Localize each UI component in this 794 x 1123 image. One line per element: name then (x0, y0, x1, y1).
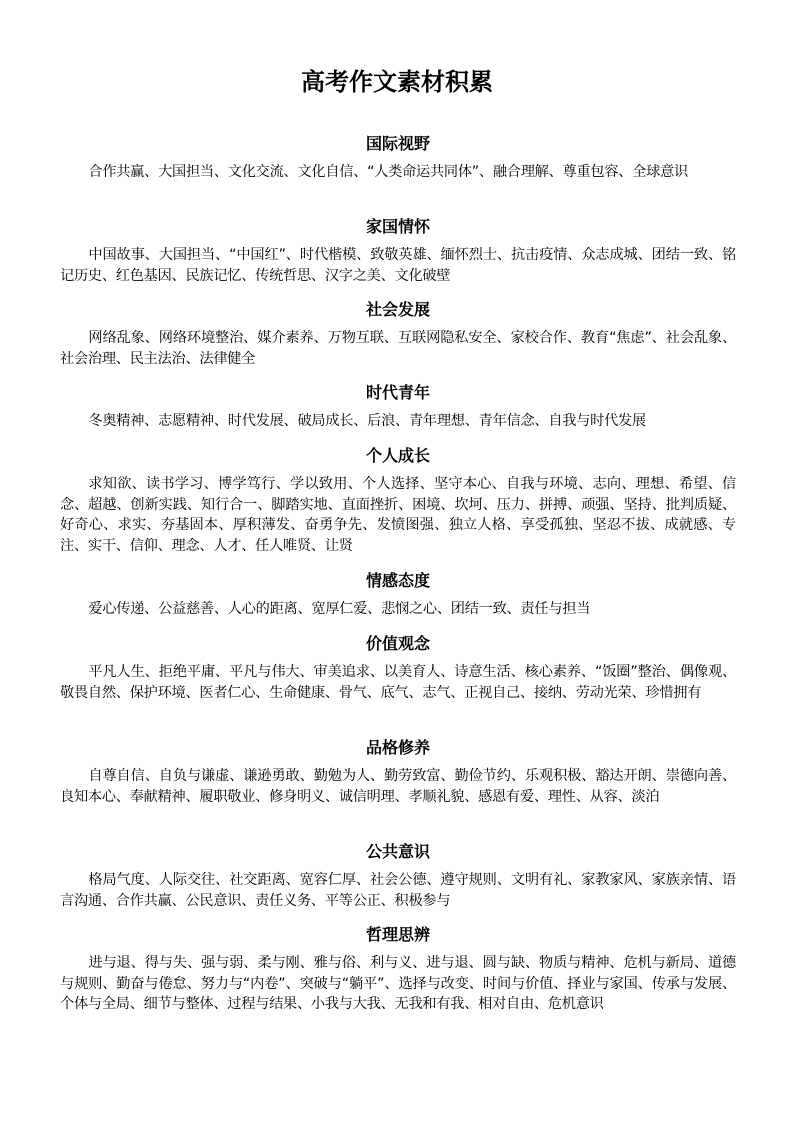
section-social-development (60, 297, 736, 369)
section-emotional-attitude (60, 568, 736, 620)
section-text: 合作共赢、大国担当、文化交流、文化自信、“人类命运共同体”、融合理解、尊重包容、全球意识 (88, 164, 688, 180)
section-heading: 哲理思辨 (365, 925, 430, 944)
section-heading: 时代青年 (365, 383, 430, 402)
section-heading: 公共意识 (365, 842, 430, 861)
section-text: 中国故事、大国担当、“中国红”、时代楷模、致敬英雄、缅怀烈士、抗击疫情、众志成城、团结一致、铭记历史、红色基因、民族记忆、传统哲思、汉字之美、文化破壁 (60, 247, 736, 284)
section-philosophical-thinking (60, 922, 736, 1015)
section-text: 自尊自信、自负与谦虚、谦逊勇敢、勤勉为人、勤劳致富、勤俭节约、乐观积极、豁达开朗、崇德向善、良知本心、奉献精神、履职敬业、修身明义、诚信明理、孝顺礼貌、感恩有爱、理性、从容、淡泊 (60, 768, 736, 805)
document-title: 高考作文素材积累 (301, 67, 493, 96)
section-heading: 国际视野 (365, 134, 430, 153)
section-patriotism (60, 214, 736, 286)
section-values (60, 631, 736, 703)
section-heading: 价值观念 (365, 634, 430, 653)
section-text: 爱心传递、公益慈善、人心的距离、宽厚仁爱、悲悯之心、团结一致、责任与担当 (88, 601, 591, 617)
section-heading: 家国情怀 (365, 217, 430, 236)
section-text: 网络乱象、网络环境整治、媒介素养、万物互联、互联网隐私安全、家校合作、教育“焦虑”、社会乱象、社会治理、民主法治、法律健全 (60, 330, 736, 367)
section-text: 平凡人生、拒绝平庸、平凡与伟大、审美追求、以美育人、诗意生活、核心素养、“饭圈”整治、偶像观、敬畏自然、保护环境、医者仁心、生命健康、骨气、底气、志气、正视自己、接纳、劳动光荣、珍惜拥有 (60, 664, 736, 701)
section-heading: 社会发展 (365, 300, 430, 319)
section-personal-growth (60, 443, 736, 556)
section-international-vision (60, 131, 736, 183)
section-text: 格局气度、人际交往、社交距离、宽容仁厚、社会公德、遵守规则、文明有礼、家教家风、家族亲情、语言沟通、合作共赢、公民意识、责任义务、平等公正、积极参与 (60, 872, 736, 909)
section-heading: 个人成长 (365, 446, 430, 465)
section-text: 求知欲、读书学习、博学笃行、学以致用、个人选择、坚守本心、自我与环境、志向、理想、希望、信念、超越、创新实践、知行合一、脚踏实地、直面挫折、困境、坎坷、压力、拼搏、顽强、坚持、批判质疑、好奇心、求实、夯基固本、厚积薄发、奋勇争先、发愤图强、独立人格、享受孤独、坚忍不拔、成就感、专注、实干、信仰、理念、人才、任人唯贤、让贤 (60, 476, 736, 554)
section-youth-of-era (60, 380, 736, 432)
section-heading: 品格修养 (365, 738, 430, 757)
section-text: 进与退、得与失、强与弱、柔与刚、雅与俗、利与义、进与退、圆与缺、物质与精神、危机与新局、道德与规则、勤奋与倦怠、努力与“内卷”、突破与“躺平”、选择与改变、时间与价值、择业与家国、传承与发展、个体与全局、细节与整体、过程与结果、小我与大我、无我和有我、相对自由、危机意识 (60, 955, 736, 1012)
section-public-awareness (60, 839, 736, 911)
section-text: 冬奥精神、志愿精神、时代发展、破局成长、后浪、青年理想、青年信念、自我与时代发展 (88, 413, 646, 429)
section-heading: 情感态度 (365, 571, 430, 590)
section-character (60, 735, 736, 807)
